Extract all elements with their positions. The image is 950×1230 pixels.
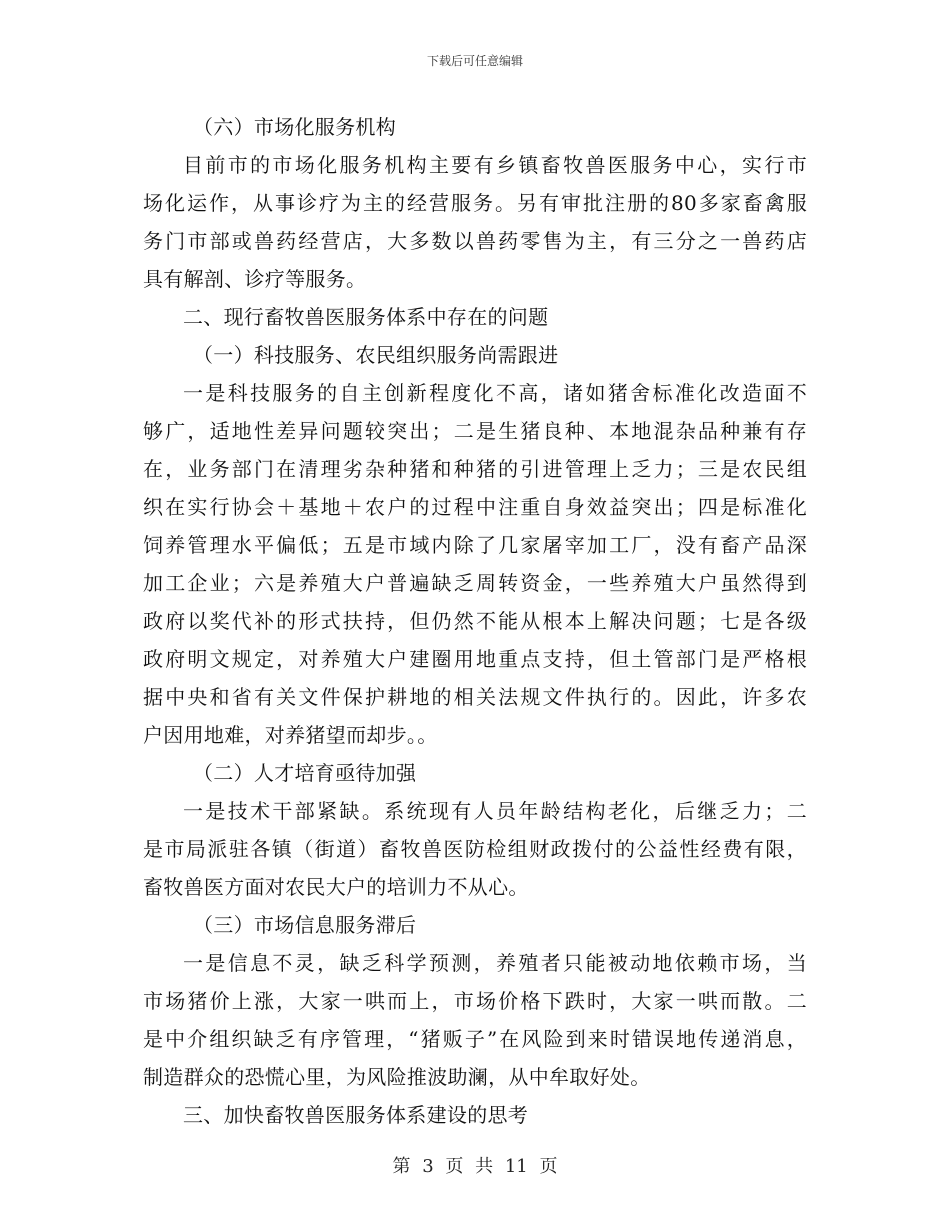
text-line: 三、加快畜牧兽医服务体系建设的思考	[183, 1103, 529, 1127]
text-line: 一是技术干部紧缺。系统现有人员年龄结构老化，后继乏力；二	[183, 799, 807, 823]
text-line: （二）人才培育亟待加强	[193, 761, 417, 785]
text-line: 在，业务部门在清理劣杂种猪和种猪的引进管理上乏力；三是农民组	[143, 457, 807, 481]
text-line: 织在实行协会＋基地＋农户的过程中注重自身效益突出；四是标准化	[143, 495, 807, 519]
text-line: 制造群众的恐慌心里，为风险推波助澜，从中牟取好处。	[143, 1065, 651, 1089]
page-header: 下载后可任意编辑	[426, 54, 523, 68]
document-body	[143, 108, 807, 1134]
page-footer: 第 3 页 共 11 页	[392, 1156, 558, 1177]
text-line: 一是科技服务的自主创新程度化不高，诸如猪舍标准化改造面不	[183, 381, 807, 405]
text-line: 畜牧兽医方面对农民大户的培训力不从心。	[143, 875, 529, 899]
text-line: 目前市的市场化服务机构主要有乡镇畜牧兽医服务中心，实行市	[183, 153, 807, 177]
text-line: 是市局派驻各镇（街道）畜牧兽医防检组财政拨付的公益性经费有限，	[143, 837, 807, 861]
text-line: 一是信息不灵，缺乏科学预测，养殖者只能被动地依赖市场，当	[183, 951, 807, 975]
text-line: 据中央和省有关文件保护耕地的相关法规文件执行的。因此，许多农	[143, 685, 807, 709]
text-line: 务门市部或兽药经营店，大多数以兽药零售为主，有三分之一兽药店	[143, 229, 807, 253]
text-line: 政府明文规定，对养殖大户建圈用地重点支持，但土管部门是严格根	[143, 647, 807, 671]
text-line: 加工企业；六是养殖大户普遍缺乏周转资金，一些养殖大户虽然得到	[143, 571, 807, 595]
text-line: 场化运作，从事诊疗为主的经营服务。另有审批注册的80多家畜禽服	[143, 191, 807, 215]
text-line: 市场猪价上涨，大家一哄而上，市场价格下跌时，大家一哄而散。二	[143, 989, 807, 1013]
text-line: （三）市场信息服务滞后	[193, 913, 417, 937]
text-line: （六）市场化服务机构	[193, 115, 396, 139]
text-line: 二、现行畜牧兽医服务体系中存在的问题	[183, 305, 549, 329]
text-line: 饲养管理水平偏低；五是市域内除了几家屠宰加工厂，没有畜产品深	[143, 533, 807, 557]
text-line: 具有解剖、诊疗等服务。	[143, 267, 367, 291]
text-line: 户因用地难，对养猪望而却步。。	[143, 723, 438, 747]
text-line: 政府以奖代补的形式扶持，但仍然不能从根本上解决问题；七是各级	[143, 609, 807, 633]
text-line: （一）科技服务、农民组织服务尚需跟进	[193, 343, 559, 367]
text-line: 够广，适地性差异问题较突出；二是生猪良种、本地混杂品种兼有存	[143, 419, 807, 443]
text-line: 是中介组织缺乏有序管理，“猪贩子”在风险到来时错误地传递消息，	[143, 1027, 807, 1051]
